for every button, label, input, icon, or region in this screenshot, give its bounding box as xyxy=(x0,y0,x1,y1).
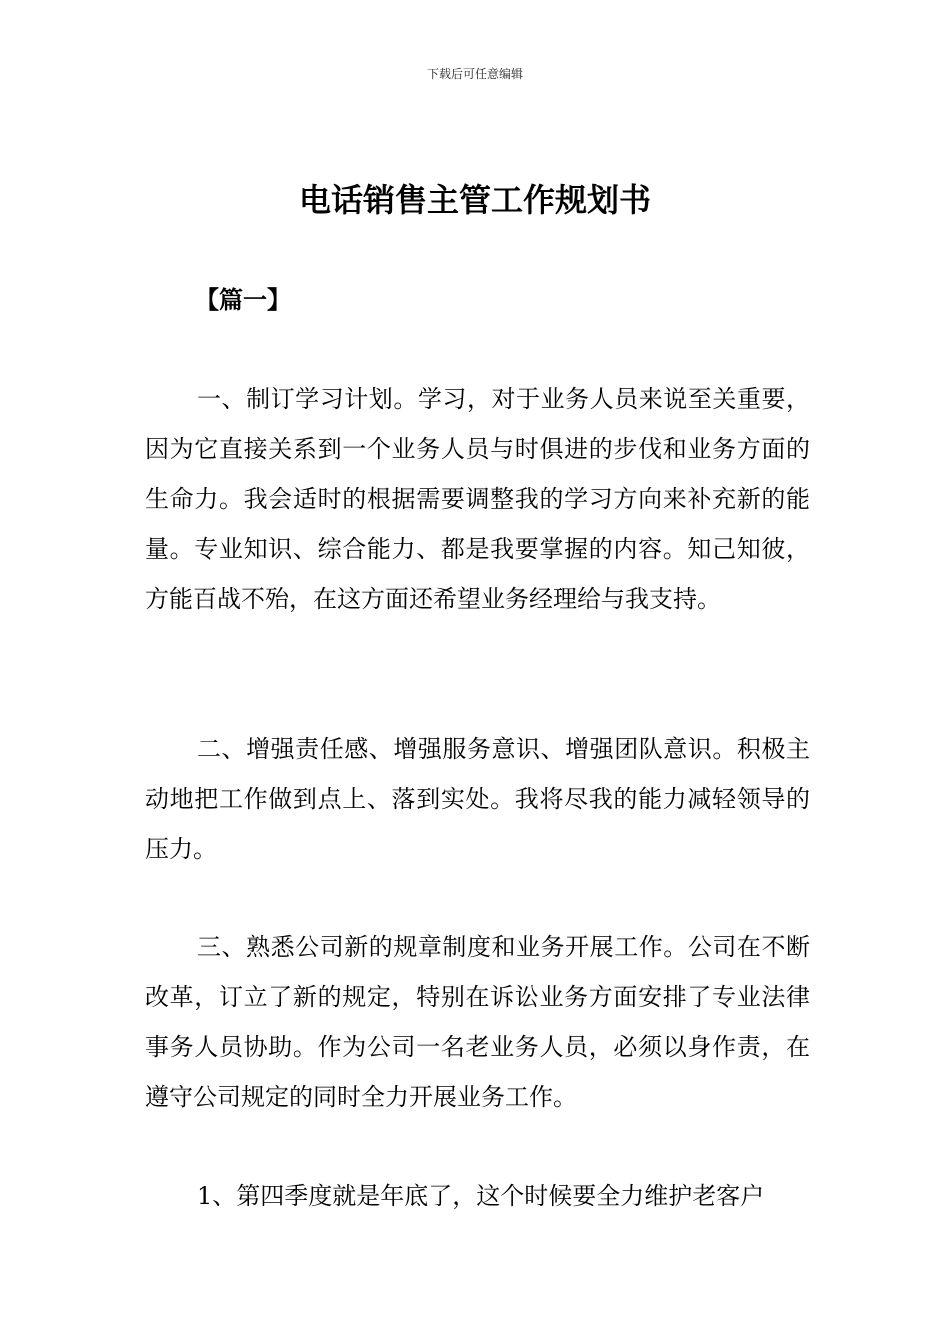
paragraph-3: 三、熟悉公司新的规章制度和业务开展工作。公司在不断改革，订立了新的规定，特别在诉讼业务方面安排了专业法律事务人员协助。作为公司一名老业务人员，必须以身作责，在遵守公司规定的同时全力开展业务工作。 xyxy=(145,933,810,1111)
header-note: 下载后可任意编辑 xyxy=(426,67,523,81)
section-label: 【篇一】 xyxy=(195,286,291,314)
page-title: 电话销售主管工作规划书 xyxy=(298,181,651,219)
paragraph-2: 二、增强责任感、增强服务意识、增强团队意识。积极主动地把工作做到点上、落到实处。我将尽我的能力减轻领导的压力。 xyxy=(145,735,810,863)
paragraph-4: 1、第四季度就是年底了，这个时候要全力维护老客户 xyxy=(197,1182,765,1210)
paragraph-1: 一、制订学习计划。学习，对于业务人员来说至关重要，因为它直接关系到一个业务人员与时俱进的步伐和业务方面的生命力。我会适时的根据需要调整我的学习方向来补充新的能量。专业知识、综合能力、都是我要掌握的内容。知己知彼，方能百战不殆，在这方面还希望业务经理给与我支持。 xyxy=(145,385,810,613)
